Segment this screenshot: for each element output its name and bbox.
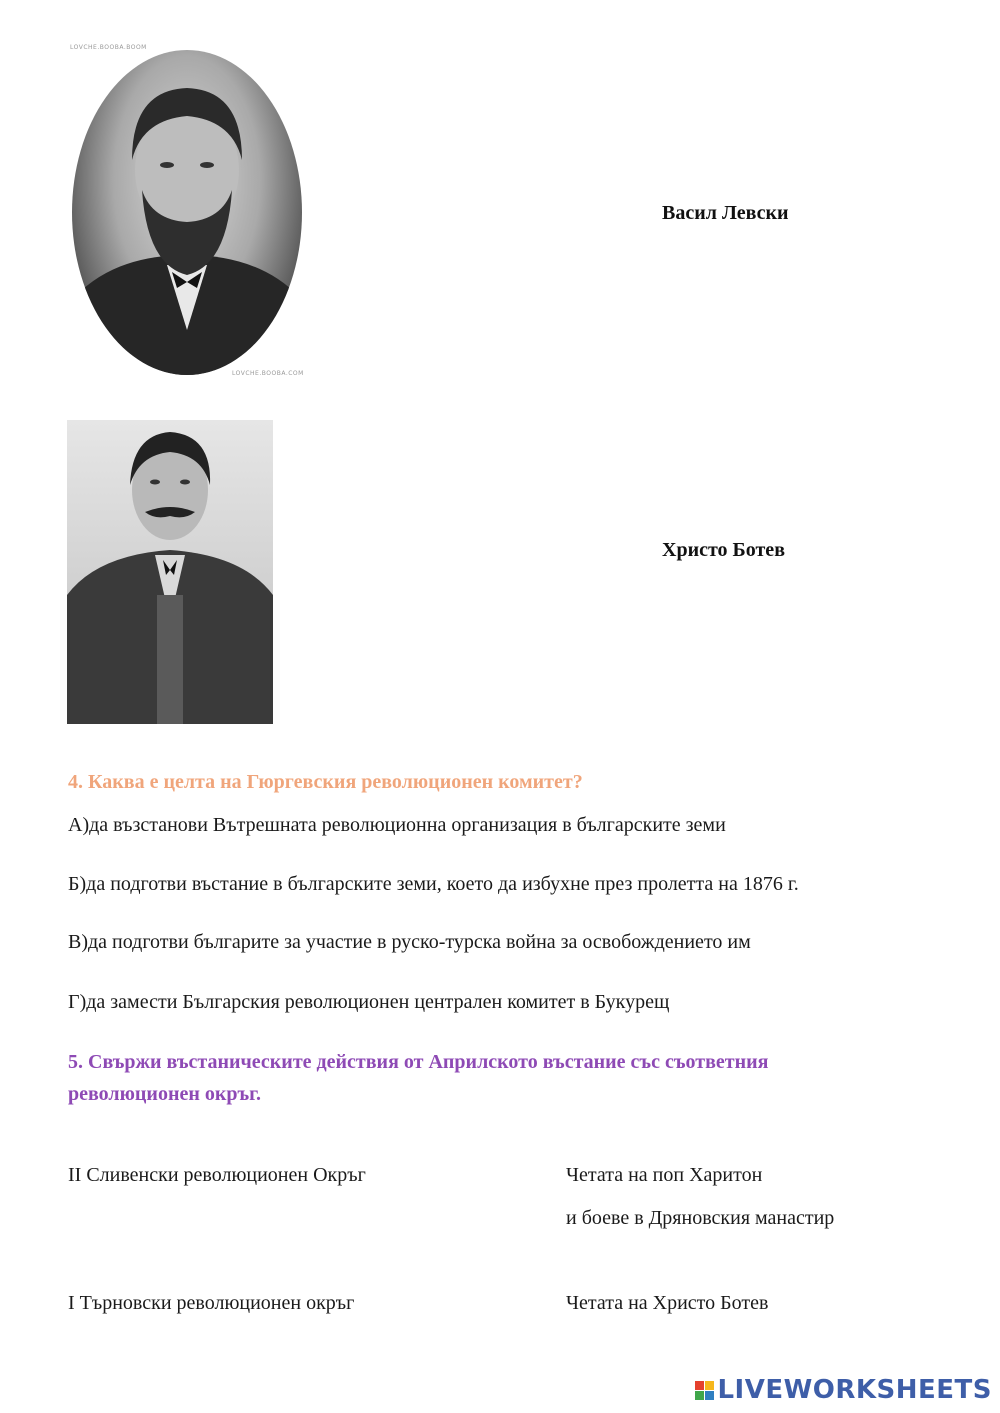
question-4-option-a[interactable]: А)да възстанови Вътрешната революционна организация в българските земи [68, 814, 726, 836]
match-right-item-2[interactable]: Четата на Христо Ботев [566, 1292, 769, 1314]
question-5-title-line-2: революционен окръг. [68, 1083, 262, 1105]
portrait-image [72, 50, 302, 375]
portrait-oval-photo [62, 40, 312, 380]
portrait-figure-2 [67, 420, 273, 724]
question-5-title [68, 1046, 768, 1110]
portrait-name-1: Васил Левски [662, 202, 789, 224]
liveworksheets-logo-icon [695, 1381, 714, 1400]
match-left-item-2[interactable]: I Търновски революционен окръг [68, 1292, 355, 1314]
match-right-item-1[interactable]: Четата на поп Харитон [566, 1164, 763, 1186]
question-4-option-d[interactable]: Г)да замести Българския революционен централен комитет в Букурещ [68, 991, 670, 1013]
question-4-title: 4. Каква е целта на Гюргевския революционен комитет? [68, 771, 583, 793]
match-left-item-1[interactable]: II Сливенски революционен Окръг [68, 1164, 366, 1186]
portrait-name-2: Христо Ботев [662, 539, 785, 561]
photo-watermark-top: LOVCHE.BOOBA.BOOM [70, 44, 147, 51]
question-4-option-c[interactable]: В)да подготви българите за участие в руско-турска война за освобождението им [68, 931, 751, 953]
portrait-figure [72, 50, 302, 375]
question-4-option-b[interactable]: Б)да подготви въстание в българските земи, което да избухне през пролетта на 1876 г. [68, 873, 799, 895]
liveworksheets-logo-text: LIVEWORKSHEETS [717, 1375, 992, 1405]
liveworksheets-logo [695, 1375, 992, 1405]
photo-watermark-bottom: LOVCHE.BOOBA.COM [232, 370, 304, 377]
portrait-rect-photo [67, 420, 273, 724]
match-right-item-1-continued: и боеве в Дряновския манастир [566, 1207, 835, 1229]
question-5-title-line-1: 5. Свържи въстаническите действия от Априлското въстание със съответния [68, 1051, 769, 1073]
